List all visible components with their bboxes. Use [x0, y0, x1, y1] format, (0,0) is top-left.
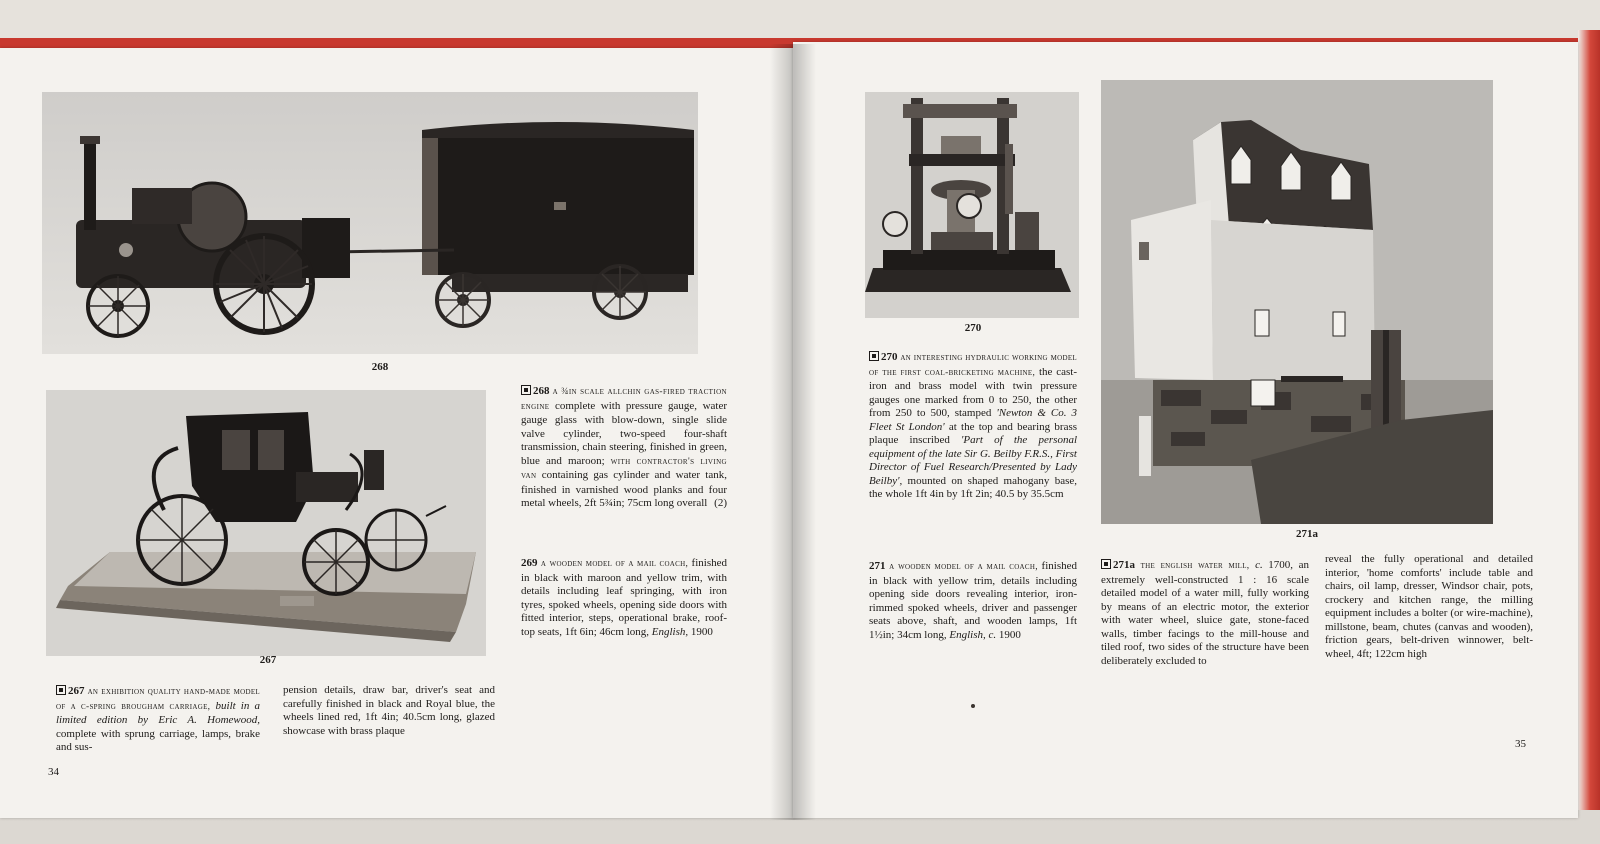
- lot-270-text: the cast-iron and brass model with twin pressure gauges one marked from 0 to 250, the other from 250 to 500, stamped: [869, 365, 1077, 419]
- lot-271a-text-continued: reveal the fully operational and detailed interior, 'home comforts' include table and chairs, oil lamp, dresser, Windsor chair, pots, crockery and kitchen range, the milling equipment includes a bolter (or wire-machine), millstone, beam, chutes (canvas and wooden), friction gears, belt-driven winnower, belt-wheel, 4ft; 122cm high: [1325, 553, 1533, 660]
- lot-270-text-3: mounted on shaped mahogany base, the whole 1ft 4in by 1ft 2in; 40.5 by 35.5cm: [869, 474, 1077, 500]
- lot-270-text-2: at the top and bearing brass plaque inscribed: [869, 420, 1078, 446]
- lot-267-heading: an exhibition quality hand-made model of a c-spring brougham carriage,: [56, 687, 260, 712]
- photo-268-traction-engine: [42, 92, 698, 354]
- illustrated-lot-marker-icon: [56, 685, 66, 695]
- caption-270: 270: [964, 322, 982, 334]
- illustrated-lot-marker-icon: [1101, 559, 1111, 569]
- lot-269-text: finished in black with maroon and yellow trim, with details including leaf springing, with iron tyres, spoked wheels, opening side doors with fitted interior, steps, operational brake, roof-top seats, 1ft 6in; 46cm long,: [521, 557, 727, 638]
- lot-268-heading: a ¾in scale allchin gas-fired traction engine: [521, 387, 727, 412]
- book-gutter-shadow: [770, 44, 816, 820]
- left-page: [0, 48, 793, 818]
- lot-271-number: 271: [869, 560, 886, 572]
- lot-270-number: 270: [881, 351, 898, 363]
- illustrated-lot-marker-icon: [521, 385, 531, 395]
- lot-269-description: [521, 557, 727, 639]
- page-number-right: 35: [1515, 738, 1526, 750]
- lot-271-origin: English, c.: [949, 628, 997, 641]
- lot-270-stamp: 'Newton & Co. 3 Fleet St London': [869, 407, 1077, 433]
- lot-269-date: 1900: [688, 625, 713, 638]
- lot-271a-circa: c.: [1249, 559, 1263, 571]
- caption-268: 268: [371, 361, 389, 373]
- lot-271a-text: 1700, an extremely well-constructed 1 : 16 scale detailed model of a water mill, fully working by means of an electric motor, the exterior with water wheel, sluice gate, stone-faced walls, timber facings to the mill-house and tiled roof, two sides of the structure have been deliberately excluded to: [1101, 559, 1310, 667]
- lot-268-van-heading: with contractor's living van: [521, 456, 727, 481]
- lot-268-number: 268: [533, 385, 550, 397]
- lot-270-plaque: 'Part of the personal equipment of the late Sir G. Beilby F.R.S., First Director of Fuel Research/Presented by Lady Beilby',: [869, 434, 1077, 487]
- photo-267-brougham-carriage: [46, 390, 486, 656]
- right-page: [793, 42, 1578, 818]
- lot-267-text: complete with sprung carriage, lamps, brake and sus-: [56, 727, 260, 753]
- lot-267-maker: built in a limited edition by Eric A. Homewood,: [56, 699, 261, 726]
- lot-268-text: complete with pressure gauge, water gauge glass with blow-down, single slide valve cylinder, two-speed four-shaft transmission, chain steering, finished in green, blue and maroon;: [521, 399, 727, 467]
- lot-271-text: finished in black with yellow trim, details including opening side doors revealing interior, iron-rimmed spoked wheels, driver and passenger seats above, shaft, and wooden lamps, 1ft 1½in; 34cm long,: [869, 560, 1077, 641]
- lot-271a-heading: the english water mill,: [1140, 561, 1250, 571]
- lot-267-number: 267: [68, 685, 85, 697]
- lot-267-text-continued: pension details, draw bar, driver's seat and carefully finished in black and Royal blue, the wheels lined red, 1ft 4in; 40.5cm long, glazed showcase with brass plaque: [283, 684, 495, 737]
- caption-271a: 271a: [1296, 528, 1318, 540]
- lot-271a-description-col1: [1101, 558, 1309, 668]
- lot-270-description: [869, 350, 1077, 502]
- red-cover-spine: [1578, 30, 1600, 810]
- lot-269-origin: English,: [651, 625, 689, 638]
- illustrated-lot-marker-icon: [869, 351, 879, 361]
- photo-271a-water-mill: [1101, 80, 1493, 524]
- lot-268-quantity: (2): [714, 497, 727, 509]
- lot-268-description: [521, 384, 727, 511]
- lot-271-heading: a wooden model of a mail coach,: [889, 562, 1038, 572]
- caption-267: 267: [259, 654, 277, 666]
- lot-270-heading: an interesting hydraulic working model of the first coal-bricketing machine,: [869, 353, 1077, 378]
- lot-269-heading: a wooden model of a mail coach,: [540, 559, 689, 569]
- lot-268-van-text: containing gas cylinder and water tank, finished in varnished wood planks and four metal wheels, 2ft 5¾in; 75cm long overall: [521, 469, 727, 509]
- print-speck: [971, 704, 975, 708]
- lot-271a-description-col2: [1325, 553, 1533, 661]
- lot-267-description-col1: [56, 684, 260, 755]
- lot-271a-number: 271a: [1113, 559, 1135, 571]
- lot-271-date: 1900: [996, 628, 1021, 641]
- lot-269-number: 269: [521, 557, 538, 569]
- lot-267-description-col2: [283, 684, 495, 738]
- photo-270-hydraulic-machine: [865, 92, 1079, 318]
- lot-271-description: [869, 560, 1077, 642]
- page-number-left: 34: [48, 766, 59, 778]
